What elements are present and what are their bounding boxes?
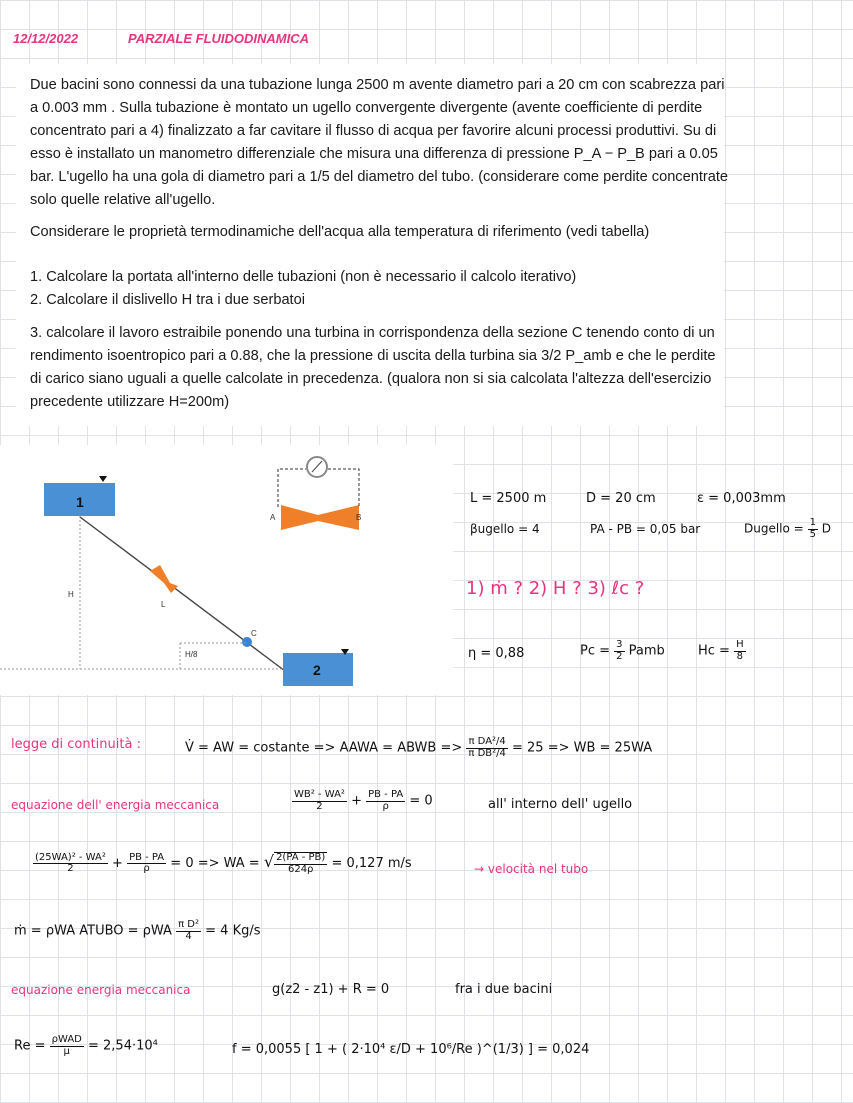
section-b-label: B xyxy=(356,513,362,522)
friction-factor-equation: f = 0,0055 [ 1 + ( 2·10⁴ ε/D + 10⁶/Re )^(1/3) ] = 0,024 xyxy=(232,1042,590,1057)
given-outlet-pressure: Pc = $\frac{3}{2}$ Pamb xyxy=(580,639,665,662)
problem-paragraph-2: Considerare le proprietà termodinamiche dell'acqua alla temperatura di riferimento (vedi tabella) xyxy=(30,224,650,240)
reynolds-equation: Re = $\frac{\text{ρWAD}}{\mu}$ = 2,54·10⁴ xyxy=(14,1034,158,1057)
height-label: H xyxy=(68,590,74,599)
given-length: L = 2500 m xyxy=(470,491,547,506)
given-diameter: D = 20 cm xyxy=(586,491,656,506)
header-title: PARZIALE FLUIDODINAMICA xyxy=(128,31,310,46)
section-a-label: A xyxy=(270,513,276,522)
point-c xyxy=(242,637,252,647)
tank-1-label: 1 xyxy=(76,494,84,510)
problem-paragraph-1: Due bacini sono connessi da una tubazione lunga 2500 m avente diametro pari a 20 cm con scabrezza pari a 0.003 mm . Sulla tubazione è montato un ugello convergente divergente (avente coefficiente di perdite concentrato pari a 4) finalizzato a far cavitare il flusso di acqua per favorire alcuni processi produttivi. Su di esso è installato un manometro differenziale che misura una differenza di pressione P_A − P_B pari a 0.05 bar. L'ugello ha una gola di diametro pari a 1/5 del diametro del tubo. (considerare come perdite concentrate solo quelle relative all'ugello. xyxy=(30,77,729,208)
given-throat-diameter: Dugello = $\frac{1}{5}$ D xyxy=(744,517,832,540)
system-diagram xyxy=(0,445,453,695)
question-1: 1. Calcolare la portata all'interno delle tubazioni (non è necessario il calcolo iterativo) xyxy=(30,269,577,285)
questions-list: 1) ṁ ? 2) H ? 3) ℓc ? xyxy=(466,578,645,599)
nozzle-note: all' interno dell' ugello xyxy=(488,797,633,812)
given-beta: βugello = 4 xyxy=(470,522,540,536)
given-height-c: Hc = $\frac{H}{8}$ xyxy=(698,639,744,662)
mechanical-energy-equation: $\frac{\text{WB² - WA²}}{2}$ + $\frac{PB - PA}{\rho}$ = 0 xyxy=(294,789,433,812)
point-c-label: C xyxy=(251,629,257,638)
tank-2-label: 2 xyxy=(313,662,321,678)
continuity-label: legge di continuità : xyxy=(11,737,141,752)
velocity-note: → velocità nel tubo xyxy=(474,862,589,876)
question-3: 3. calcolare il lavoro estraibile ponendo una turbina in corrispondenza della sezione C tenendo conto di un rendimento isoentropico pari a 0.88, che la pressione di uscita della turbina sia 3/2 P_amb e che le perdite di carico siano uguali a quelle calcolate in precedenza. (qualora non si sia calcolata l'altezza dell'esercizio precedente utilizzare H=200m) xyxy=(30,325,716,410)
given-pressure-diff: PA - PB = 0,05 bar xyxy=(590,522,701,536)
problem-text-box xyxy=(16,64,729,426)
continuity-equation: V̇ = AW = costante => AAWA = ABWB => $\frac{\text{π DA²/4}}{\text{π DB²/4}}$ = 25 => WB = 25WA xyxy=(185,736,653,759)
question-2: 2. Calcolare il dislivello H tra i due serbatoi xyxy=(30,292,305,308)
h8-label: H/8 xyxy=(185,650,198,659)
mechanical-energy-label-2: equazione energia meccanica xyxy=(11,983,191,997)
given-roughness: ε = 0,003mm xyxy=(697,491,786,506)
date: 12/12/2022 xyxy=(13,31,79,46)
mass-flow-equation: ṁ = ρWA ATUBO = ρWA $\frac{\text{π D²}}{4}$ = 4 Kg/s xyxy=(14,919,261,942)
mechanical-energy-label: equazione dell' energia meccanica xyxy=(11,798,220,812)
between-basins-note: fra i due bacini xyxy=(455,982,553,997)
given-efficiency: η = 0,88 xyxy=(468,646,525,661)
pipe-length-label: L xyxy=(161,600,166,609)
velocity-equation: $\frac{\text{(25WA)² - WA²}}{2}$ + $\frac{PB - PA}{\rho}$ = 0 => WA = √ $\frac{2(PA - PB)}{624\rho}$ = 0,127 m/s xyxy=(35,851,412,875)
mechanical-energy-equation-2: g(z2 - z1) + R = 0 xyxy=(272,982,390,997)
